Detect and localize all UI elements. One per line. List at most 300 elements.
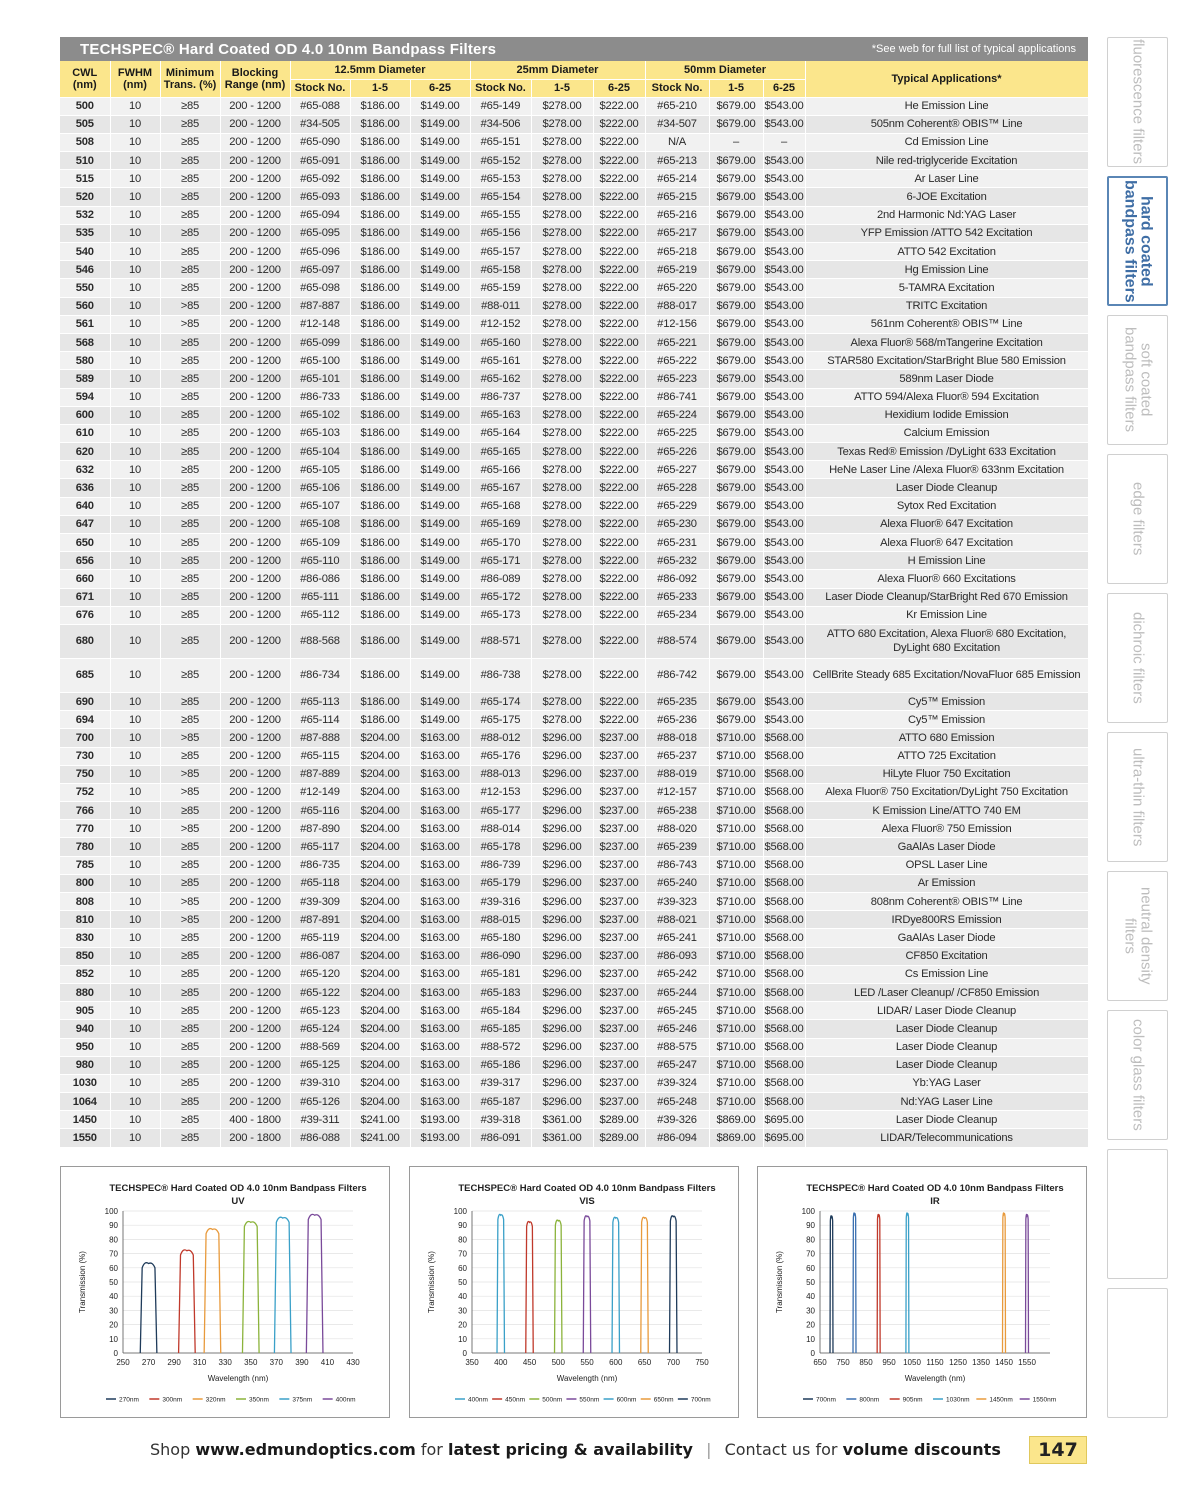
cell-stock-12mm: #65-123	[290, 1002, 350, 1020]
cell-price-12mm-6-25: $149.00	[410, 224, 470, 242]
cell-price-25mm-1-5: $278.00	[531, 279, 593, 297]
series-line-400nm	[497, 1214, 504, 1353]
cell-cwl: 520	[60, 188, 110, 206]
cell-min-trans: ≥85	[160, 152, 220, 170]
cell-stock-25mm: #65-180	[470, 929, 531, 947]
cell-fwhm: 10	[110, 838, 160, 856]
table-row	[60, 261, 1088, 279]
tab-label: color glass filters	[1129, 1019, 1147, 1131]
cell-fwhm: 10	[110, 874, 160, 892]
cell-fwhm: 10	[110, 297, 160, 315]
cell-price-25mm-6-25: $222.00	[593, 515, 645, 533]
cell-min-trans: ≥85	[160, 874, 220, 892]
cell-price-12mm-1-5: $186.00	[350, 658, 410, 692]
cell-price-25mm-1-5: $296.00	[531, 820, 593, 838]
cell-stock-50mm: #65-225	[645, 424, 709, 442]
cell-price-12mm-6-25: $149.00	[410, 133, 470, 151]
cell-price-50mm-6-25: $695.00	[763, 1111, 805, 1129]
cell-price-50mm-6-25: $543.00	[763, 224, 805, 242]
cell-cwl: 656	[60, 552, 110, 570]
legend-label: 300nm	[162, 1396, 183, 1404]
cell-stock-25mm: #65-173	[470, 606, 531, 624]
x-tick-label: 410	[320, 1358, 335, 1367]
cell-price-12mm-1-5: $186.00	[350, 170, 410, 188]
cell-price-12mm-6-25: $163.00	[410, 838, 470, 856]
cell-cwl: 700	[60, 729, 110, 747]
header-12mm: 12.5mm Diameter	[290, 61, 470, 79]
footer-url[interactable]: www.edmundoptics.com	[195, 1440, 416, 1459]
cell-fwhm: 10	[110, 461, 160, 479]
cell-cwl: 1550	[60, 1129, 110, 1147]
cell-cwl: 680	[60, 624, 110, 658]
cell-price-12mm-1-5: $186.00	[350, 570, 410, 588]
table-row	[60, 424, 1088, 442]
legend-label: 550nm	[579, 1396, 600, 1404]
tab-blank-8[interactable]	[1107, 1149, 1168, 1279]
cell-price-50mm-1-5: $710.00	[709, 1093, 763, 1111]
cell-stock-12mm: #65-103	[290, 424, 350, 442]
cell-price-12mm-6-25: $163.00	[410, 893, 470, 911]
tab-label: edge filters	[1129, 482, 1147, 556]
cell-fwhm: 10	[110, 497, 160, 515]
cell-stock-50mm: #65-220	[645, 279, 709, 297]
chart-uv	[60, 1166, 390, 1418]
cell-price-25mm-1-5: $296.00	[531, 1093, 593, 1111]
cell-cwl: 808	[60, 893, 110, 911]
legend-label: 700nm	[690, 1396, 711, 1404]
cell-blocking: 200 - 1200	[220, 497, 290, 515]
cell-min-trans: ≥85	[160, 388, 220, 406]
series-line-270nm	[140, 1263, 157, 1353]
cell-price-25mm-1-5: $296.00	[531, 802, 593, 820]
cell-application: Laser Diode Cleanup	[805, 479, 1088, 497]
cell-price-12mm-6-25: $149.00	[410, 692, 470, 710]
cell-price-50mm-6-25: $543.00	[763, 388, 805, 406]
y-tick-label: 50	[806, 1278, 815, 1287]
cell-price-12mm-6-25: $163.00	[410, 820, 470, 838]
cell-stock-50mm: #65-248	[645, 1093, 709, 1111]
cell-stock-12mm: #65-107	[290, 497, 350, 515]
cell-stock-25mm: #65-164	[470, 424, 531, 442]
cell-fwhm: 10	[110, 747, 160, 765]
cell-cwl: 532	[60, 206, 110, 224]
cell-stock-25mm: #65-157	[470, 243, 531, 261]
y-tick-label: 40	[109, 1292, 118, 1302]
table-row	[60, 133, 1088, 151]
cell-price-12mm-6-25: $163.00	[410, 1056, 470, 1074]
cell-application: Nd:YAG Laser Line	[805, 1093, 1088, 1111]
cell-price-12mm-6-25: $149.00	[410, 570, 470, 588]
legend-label: 320nm	[205, 1396, 226, 1404]
cell-min-trans: ≥85	[160, 747, 220, 765]
cell-fwhm: 10	[110, 588, 160, 606]
cell-price-25mm-6-25: $237.00	[593, 1093, 645, 1111]
cell-stock-12mm: #39-309	[290, 893, 350, 911]
cell-price-12mm-6-25: $149.00	[410, 658, 470, 692]
cell-price-25mm-6-25: $289.00	[593, 1129, 645, 1147]
cell-price-50mm-6-25: $543.00	[763, 297, 805, 315]
x-axis-label: Wavelength (nm)	[207, 1374, 269, 1383]
cell-price-25mm-6-25: $222.00	[593, 552, 645, 570]
header-blocking: Blocking Range (nm)	[220, 61, 290, 97]
cell-application: Ar Laser Line	[805, 170, 1088, 188]
cell-min-trans: ≥85	[160, 1074, 220, 1092]
cell-application: 589nm Laser Diode	[805, 370, 1088, 388]
cell-blocking: 200 - 1200	[220, 1002, 290, 1020]
cell-price-50mm-1-5: $710.00	[709, 1056, 763, 1074]
footer-shop: Shop	[150, 1440, 191, 1459]
cell-stock-25mm: #86-089	[470, 570, 531, 588]
tab-color-glass-filters[interactable]	[1107, 1010, 1168, 1140]
cell-price-50mm-6-25: $543.00	[763, 711, 805, 729]
cell-stock-12mm: #65-109	[290, 534, 350, 552]
cell-price-50mm-6-25: –	[763, 133, 805, 151]
table-row	[60, 606, 1088, 624]
tab-soft-coated-bandpass-filters[interactable]	[1107, 315, 1168, 445]
cell-price-25mm-6-25: $222.00	[593, 315, 645, 333]
cell-price-50mm-6-25: $568.00	[763, 765, 805, 783]
legend-label: 1030nm	[946, 1396, 970, 1404]
cell-application: Alexa Fluor® 750 Excitation/DyLight 750 Excitation	[805, 783, 1088, 801]
cell-price-25mm-1-5: $296.00	[531, 893, 593, 911]
cell-fwhm: 10	[110, 406, 160, 424]
cell-cwl: 535	[60, 224, 110, 242]
series-line-450nm	[526, 1221, 533, 1353]
cell-stock-12mm: #86-735	[290, 856, 350, 874]
cell-price-12mm-1-5: $186.00	[350, 406, 410, 424]
cell-price-50mm-1-5: $710.00	[709, 983, 763, 1001]
cell-price-12mm-6-25: $193.00	[410, 1129, 470, 1147]
cell-blocking: 200 - 1200	[220, 406, 290, 424]
header-qty-1-5: 1-5	[709, 79, 763, 97]
cell-cwl: 980	[60, 1056, 110, 1074]
cell-stock-12mm: #65-113	[290, 692, 350, 710]
cell-price-50mm-1-5: $679.00	[709, 115, 763, 133]
cell-price-50mm-1-5: $679.00	[709, 658, 763, 692]
cell-stock-25mm: #39-318	[470, 1111, 531, 1129]
cell-blocking: 200 - 1200	[220, 1056, 290, 1074]
cell-blocking: 200 - 1200	[220, 747, 290, 765]
cell-price-25mm-6-25: $222.00	[593, 624, 645, 658]
cell-price-50mm-6-25: $543.00	[763, 406, 805, 424]
cell-stock-50mm: #88-019	[645, 765, 709, 783]
cell-price-12mm-6-25: $149.00	[410, 461, 470, 479]
cell-application: Kr Emission Line	[805, 606, 1088, 624]
cell-price-25mm-6-25: $222.00	[593, 206, 645, 224]
cell-price-25mm-1-5: $296.00	[531, 729, 593, 747]
cell-stock-12mm: #65-100	[290, 352, 350, 370]
y-tick-label: 60	[109, 1263, 118, 1273]
cell-stock-12mm: #65-111	[290, 588, 350, 606]
table-row	[60, 388, 1088, 406]
cell-application: 6-JOE Excitation	[805, 188, 1088, 206]
cell-price-12mm-6-25: $163.00	[410, 747, 470, 765]
cell-fwhm: 10	[110, 1020, 160, 1038]
cell-stock-25mm: #65-185	[470, 1020, 531, 1038]
cell-blocking: 200 - 1200	[220, 424, 290, 442]
cell-price-25mm-6-25: $237.00	[593, 1020, 645, 1038]
cell-stock-12mm: #65-114	[290, 711, 350, 729]
cell-stock-12mm: #87-888	[290, 729, 350, 747]
cell-blocking: 200 - 1200	[220, 552, 290, 570]
tab-edge-filters[interactable]	[1107, 454, 1168, 584]
cell-application: 561nm Coherent® OBIS™ Line	[805, 315, 1088, 333]
cell-fwhm: 10	[110, 893, 160, 911]
cell-stock-50mm: #65-247	[645, 1056, 709, 1074]
header-qty-6-25: 6-25	[593, 79, 645, 97]
cell-stock-12mm: #39-310	[290, 1074, 350, 1092]
cell-price-50mm-6-25: $568.00	[763, 1056, 805, 1074]
x-tick-label: 370	[269, 1358, 284, 1367]
cell-application: Alexa Fluor® 750 Emission	[805, 820, 1088, 838]
cell-application: Laser Diode Cleanup/StarBright Red 670 Emission	[805, 588, 1088, 606]
cell-fwhm: 10	[110, 1074, 160, 1092]
tab-blank-9[interactable]	[1107, 1288, 1168, 1418]
cell-application: Laser Diode Cleanup	[805, 1056, 1088, 1074]
cell-price-12mm-1-5: $186.00	[350, 606, 410, 624]
cell-fwhm: 10	[110, 206, 160, 224]
cell-stock-12mm: #65-092	[290, 170, 350, 188]
cell-stock-25mm: #65-181	[470, 965, 531, 983]
table-row	[60, 783, 1088, 801]
y-tick-label: 0	[113, 1349, 118, 1358]
cell-price-12mm-1-5: $204.00	[350, 729, 410, 747]
cell-application: ATTO 725 Excitation	[805, 747, 1088, 765]
cell-stock-25mm: #65-172	[470, 588, 531, 606]
cell-stock-25mm: #65-161	[470, 352, 531, 370]
cell-cwl: 905	[60, 1002, 110, 1020]
cell-price-50mm-1-5: $679.00	[709, 224, 763, 242]
cell-price-12mm-6-25: $149.00	[410, 152, 470, 170]
cell-blocking: 200 - 1200	[220, 711, 290, 729]
y-tick-label: 100	[104, 1207, 118, 1216]
cell-blocking: 200 - 1200	[220, 515, 290, 533]
cell-price-12mm-6-25: $149.00	[410, 552, 470, 570]
x-tick-label: 330	[218, 1358, 232, 1367]
cell-price-12mm-6-25: $149.00	[410, 279, 470, 297]
cell-cwl: 1450	[60, 1111, 110, 1129]
cell-price-25mm-1-5: $278.00	[531, 497, 593, 515]
cell-stock-25mm: #65-152	[470, 152, 531, 170]
cell-price-50mm-1-5: $869.00	[709, 1129, 763, 1147]
cell-min-trans: ≥85	[160, 261, 220, 279]
cell-price-50mm-1-5: $710.00	[709, 1038, 763, 1056]
table-row	[60, 443, 1088, 461]
cell-price-50mm-6-25: $568.00	[763, 1093, 805, 1111]
table-row	[60, 658, 1088, 692]
y-axis-label: Transmission (%)	[78, 1251, 87, 1313]
cell-min-trans: >85	[160, 297, 220, 315]
cell-price-12mm-1-5: $186.00	[350, 497, 410, 515]
y-tick-label: 70	[109, 1249, 118, 1259]
cell-price-50mm-6-25: $543.00	[763, 497, 805, 515]
cell-stock-12mm: #65-110	[290, 552, 350, 570]
cell-stock-50mm: #65-226	[645, 443, 709, 461]
cell-stock-25mm: #86-091	[470, 1129, 531, 1147]
cell-stock-12mm: #86-088	[290, 1129, 350, 1147]
x-axis-label: Wavelength (nm)	[904, 1374, 966, 1383]
x-tick-label: 1150	[926, 1358, 944, 1367]
cell-price-25mm-1-5: $278.00	[531, 658, 593, 692]
x-tick-label: 270	[141, 1358, 156, 1367]
cell-price-12mm-1-5: $204.00	[350, 947, 410, 965]
y-tick-label: 100	[801, 1207, 815, 1216]
x-tick-label: 850	[859, 1358, 873, 1367]
cell-price-50mm-6-25: $543.00	[763, 479, 805, 497]
cell-price-12mm-6-25: $149.00	[410, 443, 470, 461]
cell-price-25mm-6-25: $289.00	[593, 1111, 645, 1129]
series-line-905nm	[877, 1214, 880, 1353]
footer-volume: volume discounts	[842, 1440, 1001, 1459]
chart-subtitle: UV	[231, 1196, 245, 1207]
cell-cwl: 1030	[60, 1074, 110, 1092]
y-tick-label: 10	[109, 1334, 118, 1344]
cell-blocking: 200 - 1200	[220, 911, 290, 929]
cell-min-trans: ≥85	[160, 206, 220, 224]
cell-application: GaAlAs Laser Diode	[805, 929, 1088, 947]
legend-label: 600nm	[616, 1396, 637, 1404]
y-tick-label: 50	[109, 1278, 118, 1287]
x-tick-label: 290	[167, 1358, 181, 1367]
cell-min-trans: ≥85	[160, 1111, 220, 1129]
cell-price-25mm-6-25: $222.00	[593, 606, 645, 624]
cell-fwhm: 10	[110, 243, 160, 261]
cell-price-12mm-1-5: $186.00	[350, 443, 410, 461]
cell-price-50mm-1-5: $679.00	[709, 692, 763, 710]
tab-dichroic-filters[interactable]	[1107, 593, 1168, 723]
cell-cwl: 561	[60, 315, 110, 333]
cell-price-50mm-6-25: $543.00	[763, 243, 805, 261]
cell-price-12mm-1-5: $204.00	[350, 1093, 410, 1111]
cell-price-25mm-1-5: $296.00	[531, 965, 593, 983]
cell-fwhm: 10	[110, 624, 160, 658]
cell-cwl: 676	[60, 606, 110, 624]
cell-price-50mm-1-5: $679.00	[709, 170, 763, 188]
cell-price-25mm-1-5: $278.00	[531, 243, 593, 261]
cell-fwhm: 10	[110, 1129, 160, 1147]
cell-stock-25mm: #39-317	[470, 1074, 531, 1092]
cell-price-50mm-6-25: $568.00	[763, 983, 805, 1001]
cell-price-12mm-1-5: $204.00	[350, 1056, 410, 1074]
tab-fluorescence-filters[interactable]	[1107, 37, 1168, 167]
cell-cwl: 690	[60, 692, 110, 710]
cell-blocking: 200 - 1200	[220, 1074, 290, 1092]
cell-price-50mm-6-25: $568.00	[763, 1020, 805, 1038]
cell-price-12mm-1-5: $186.00	[350, 711, 410, 729]
cell-stock-25mm: #65-184	[470, 1002, 531, 1020]
cell-fwhm: 10	[110, 424, 160, 442]
page-number: 147	[1029, 1436, 1087, 1464]
chart-title: TECHSPEC® Hard Coated OD 4.0 10nm Bandpass Filters	[806, 1183, 1064, 1194]
cell-price-25mm-1-5: $278.00	[531, 352, 593, 370]
x-tick-label: 1050	[903, 1358, 921, 1367]
cell-min-trans: >85	[160, 893, 220, 911]
cell-price-50mm-6-25: $568.00	[763, 947, 805, 965]
table-row	[60, 570, 1088, 588]
cell-stock-50mm: #65-241	[645, 929, 709, 947]
cell-price-25mm-1-5: $278.00	[531, 424, 593, 442]
cell-min-trans: ≥85	[160, 443, 220, 461]
cell-stock-25mm: #65-169	[470, 515, 531, 533]
cell-price-12mm-6-25: $149.00	[410, 297, 470, 315]
cell-blocking: 200 - 1200	[220, 624, 290, 658]
cell-stock-12mm: #65-126	[290, 1093, 350, 1111]
header-qty-6-25: 6-25	[410, 79, 470, 97]
cell-cwl: 660	[60, 570, 110, 588]
cell-fwhm: 10	[110, 929, 160, 947]
cell-price-12mm-6-25: $149.00	[410, 624, 470, 658]
legend-label: 700nm	[816, 1396, 836, 1404]
cell-stock-25mm: #65-149	[470, 97, 531, 115]
cell-price-50mm-1-5: $679.00	[709, 624, 763, 658]
cell-application: Laser Diode Cleanup	[805, 1111, 1088, 1129]
cell-price-12mm-6-25: $163.00	[410, 765, 470, 783]
cell-blocking: 200 - 1200	[220, 206, 290, 224]
tab-neutral-density-filters[interactable]	[1107, 871, 1168, 1001]
cell-price-12mm-6-25: $163.00	[410, 1002, 470, 1020]
cell-blocking: 200 - 1200	[220, 443, 290, 461]
cell-stock-12mm: #34-505	[290, 115, 350, 133]
table-row	[60, 1038, 1088, 1056]
cell-stock-50mm: #12-156	[645, 315, 709, 333]
header-stock: Stock No.	[645, 79, 709, 97]
cell-stock-50mm: #65-237	[645, 747, 709, 765]
cell-price-25mm-6-25: $237.00	[593, 856, 645, 874]
cell-price-25mm-1-5: $278.00	[531, 152, 593, 170]
cell-cwl: 880	[60, 983, 110, 1001]
cell-stock-25mm: #88-012	[470, 729, 531, 747]
x-tick-label: 550	[580, 1358, 594, 1367]
y-tick-label: 30	[806, 1306, 815, 1316]
cell-price-25mm-1-5: $278.00	[531, 333, 593, 351]
cell-stock-50mm: #65-231	[645, 534, 709, 552]
cell-price-50mm-6-25: $543.00	[763, 424, 805, 442]
cell-fwhm: 10	[110, 224, 160, 242]
cell-price-25mm-6-25: $237.00	[593, 1074, 645, 1092]
cell-stock-50mm: #65-235	[645, 692, 709, 710]
table-row	[60, 1093, 1088, 1111]
y-tick-label: 10	[458, 1334, 467, 1344]
cell-application: Laser Diode Cleanup	[805, 1020, 1088, 1038]
cell-stock-50mm: #65-223	[645, 370, 709, 388]
cell-price-12mm-1-5: $204.00	[350, 765, 410, 783]
legend-label: 375nm	[292, 1396, 313, 1404]
cell-price-25mm-1-5: $278.00	[531, 461, 593, 479]
cell-stock-50mm: #88-020	[645, 820, 709, 838]
tab-hard-coated-bandpass-filters[interactable]	[1107, 176, 1168, 306]
cell-price-50mm-1-5: $679.00	[709, 243, 763, 261]
tab-ultra-thin-filters[interactable]	[1107, 732, 1168, 862]
cell-stock-25mm: #88-014	[470, 820, 531, 838]
cell-price-12mm-6-25: $149.00	[410, 243, 470, 261]
cell-stock-50mm: #88-021	[645, 911, 709, 929]
cell-min-trans: ≥85	[160, 370, 220, 388]
legend-label: 800nm	[859, 1396, 880, 1404]
cell-min-trans: ≥85	[160, 983, 220, 1001]
cell-blocking: 200 - 1200	[220, 133, 290, 151]
x-tick-label: 750	[695, 1358, 709, 1367]
cell-stock-25mm: #65-166	[470, 461, 531, 479]
table-row	[60, 1002, 1088, 1020]
table-row	[60, 406, 1088, 424]
cell-stock-25mm: #88-013	[470, 765, 531, 783]
y-axis-label: Transmission (%)	[775, 1251, 784, 1313]
cell-fwhm: 10	[110, 965, 160, 983]
cell-price-12mm-1-5: $186.00	[350, 461, 410, 479]
cell-price-25mm-6-25: $237.00	[593, 874, 645, 892]
cell-stock-50mm: #65-221	[645, 333, 709, 351]
table-row	[60, 765, 1088, 783]
